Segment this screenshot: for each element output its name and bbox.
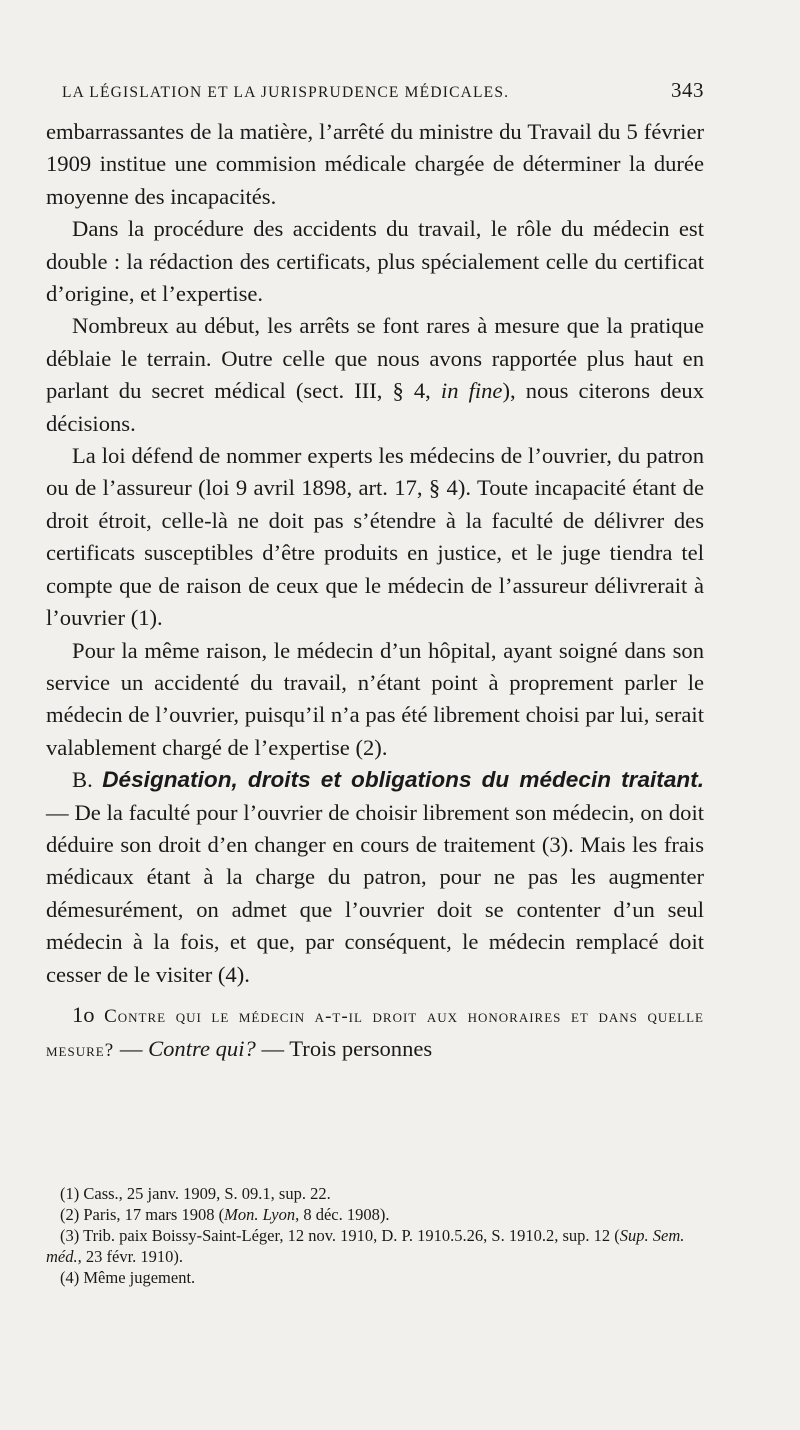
paragraph-3-text-b: ), nous citerons deux décisions. (46, 378, 705, 436)
footnote-italic: Mon. Lyon (224, 1205, 296, 1224)
footnote-italic: Sup. Sem. méd. (46, 1226, 685, 1266)
footnote-text-b: , 23 févr. 1910). (77, 1247, 184, 1266)
section-label: B. (72, 767, 103, 793)
paragraph-6-text: — De la faculté pour l’ouvrier de choisir librement son médecin, on doit déduire son droit d’en changer en cours de traitement (3). Mais les frais médicaux étant à la charge du patron, pour ne pas les augmenter démesurément, on admet que l’ouvrier doit se contenter d’un seul médecin à la fois, et que, par conséquent, le médecin remplacé doit cesser de le visiter (4). (46, 799, 704, 987)
paragraph-1: embarrassantes de la matière, l’arrêté du ministre du Travail du 5 février 1909 institue une commision médicale chargée de déterminer la durée moyenne des incapacités. (46, 119, 704, 209)
footnotes (46, 1183, 704, 1288)
paragraph-6 (46, 764, 704, 991)
footnote-text: Cass., 25 janv. 1909, S. 09.1, sup. 22. (83, 1184, 331, 1203)
footnote-3 (46, 1225, 704, 1267)
main-text (46, 116, 704, 1068)
footnote-number: (2) (60, 1205, 80, 1224)
footnote-2 (46, 1204, 704, 1225)
subsection-dash: — (114, 1036, 149, 1062)
paragraph-3-text-a: Nombreux au début, les arrêts se font rares à mesure que la pratique déblaie le terrain. Outre celle que nous avons rapportée plus haut en parlant du secret médical (sect. III, § 4, (46, 313, 704, 404)
paragraph-5: Pour la même raison, le médecin d’un hôpital, ayant soigné dans son service un accidenté du travail, n’étant point à proprement parler le médecin de l’ouvrier, puisqu’il n’a pas été librement choisi par lui, serait valablement chargé de l’expertise (2). (46, 637, 704, 760)
paragraph-2: Dans la procédure des accidents du travail, le rôle du médecin est double : la rédaction des certificats, plus spécialement celle du certificat d’origine, et l’expertise. (46, 216, 704, 307)
running-title: LA LÉGISLATION ET LA JURISPRUDENCE MÉDICALES. (62, 84, 510, 101)
subsection-italic: Contre qui? (148, 1036, 256, 1062)
paragraph-3 (46, 310, 704, 440)
footnote-1 (46, 1183, 704, 1204)
footnote-number: (4) (60, 1268, 80, 1287)
paragraph-7 (46, 999, 704, 1068)
footnote-number: (3) (60, 1226, 80, 1245)
footnote-text: Même jugement. (83, 1268, 196, 1287)
subsection-number: 1o (72, 1001, 105, 1027)
footnote-4 (46, 1267, 704, 1288)
section-heading: Désignation, droits et obligations du médecin traitant. (102, 767, 704, 793)
footnote-text-a: Trib. paix Boissy-Saint-Léger, 12 nov. 1910, D. P. 1910.5.26, S. 1910.2, sup. 12 ( (83, 1226, 620, 1245)
running-header (62, 78, 704, 103)
paragraph-4: La loi défend de nommer experts les médecins de l’ouvrier, du patron ou de l’assureur (loi 9 avril 1898, art. 17, § 4). Toute incapacité étant de droit étroit, celle-là ne doit pas s’étendre à la faculté de délivrer des certificats susceptibles d’être produits en justice, et le juge tiendra tel compte que de raison de ceux que le médecin de l’assureur délivrerait à l’ouvrier (1). (46, 443, 704, 631)
paragraph-7-text: — Trois personnes (255, 1036, 433, 1062)
paragraph-3-italic: in fine (440, 378, 503, 404)
footnote-text-b: , 8 déc. 1908). (295, 1205, 390, 1224)
footnote-number: (1) (60, 1184, 80, 1203)
page-number: 343 (671, 78, 704, 102)
subsection-heading: Contre qui le médecin a-t-il droit aux honoraires et dans quelle mesure? (46, 1005, 704, 1062)
footnote-text-a: Paris, 17 mars 1908 ( (83, 1205, 225, 1224)
